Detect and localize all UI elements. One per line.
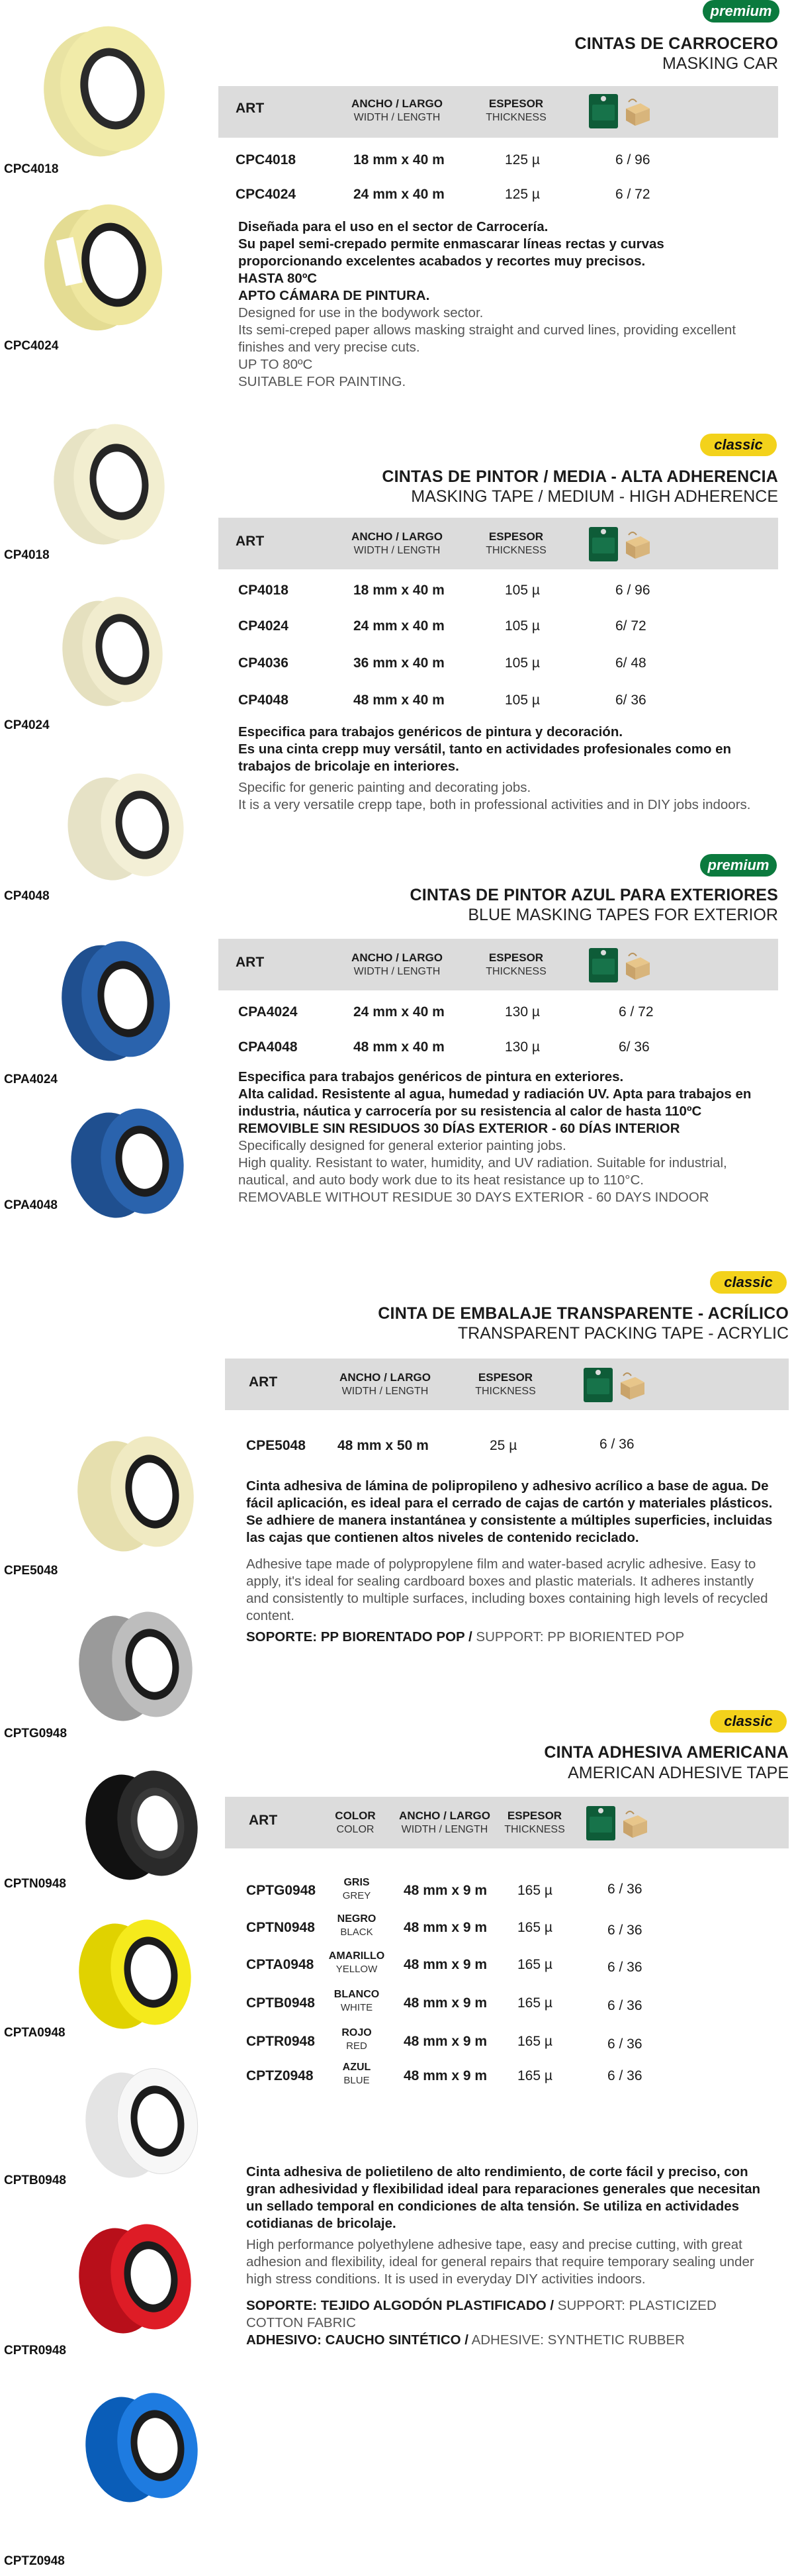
tape-roll-cpe5048 — [66, 1427, 198, 1566]
description: Cinta adhesiva de polietileno de alto rendimiento, de corte fácil y preciso, con gran adhesividad y flexibilidad ideal para reparaciones generales que necesitan un sellado temporal en condiciones de alta tensión. Se utiliza en actividades cotidianas de bricolaje. High performance polyethylene adhesive tape, easy and precise cutting, with great adhesion and flexibility, ideal for general repairs that require temporary sealing under high stress conditions. It is used in everyday DIY activities indoors. SOPORTE: TEJIDO ALGODÓN PLASTIFICADO / SUPPORT: PLASTICIZED COTTON FABRIC ADHESIVO: CAUCHO SINTÉTICO / ADHESIVE: SYNTHETIC RUBBER — [246, 2164, 761, 2348]
row-pack: 6/ 48 — [615, 655, 646, 671]
row-pack: 6 / 36 — [607, 1882, 642, 1897]
col-size: ANCHO / LARGO WIDTH / LENGTH — [351, 951, 443, 977]
row-art: CPC4018 — [236, 152, 296, 167]
packaging-icon — [589, 524, 655, 564]
description: Diseñada para el uso en el sector de Carrocería. Su papel semi-crepado permite enmascarar líneas rectas y curvas proporcionando excelentes acabados y recortes muy precisos. HASTA 80ºC APTO CÁMARA DE PINTURA. Designed for use in the bodywork sector. Its semi-creped paper allows masking straight and curved lines, providing excellent finishes and very precise cuts. UP TO 80ºC SUITABLE FOR PAINTING. — [238, 219, 736, 389]
packaging-icon — [589, 945, 655, 985]
row-pack: 6 / 36 — [607, 1923, 642, 1938]
section-subtitle: MASKING CAR — [662, 54, 778, 73]
row-size: 18 mm x 40 m — [353, 583, 445, 598]
label-cptr0948: CPTR0948 — [4, 2344, 66, 2358]
section-subtitle: BLUE MASKING TAPES FOR EXTERIOR — [468, 906, 778, 924]
label-cptz0948: CPTZ0948 — [4, 2554, 65, 2568]
table-header — [218, 939, 778, 990]
section-subtitle: AMERICAN ADHESIVE TAPE — [568, 1764, 789, 1782]
row-thickness: 130 µ — [505, 1039, 540, 1055]
col-art: ART — [236, 101, 265, 116]
section-title: CINTAS DE CARROCERO — [574, 34, 778, 53]
col-color: COLOR COLOR — [335, 1809, 376, 1835]
label-cp4018: CP4018 — [4, 548, 50, 562]
packaging-icon — [589, 91, 655, 131]
label-cptn0948: CPTN0948 — [4, 1877, 66, 1891]
tape-roll-cpta0948 — [66, 1910, 198, 2042]
label-cpa4048: CPA4048 — [4, 1198, 58, 1212]
row-pack: 6/ 36 — [619, 1039, 650, 1055]
row-thickness: 130 µ — [505, 1004, 540, 1020]
row-pack: 6 / 72 — [619, 1004, 654, 1020]
row-thickness: 165 µ — [517, 1957, 552, 1972]
row-pack: 6/ 36 — [615, 692, 646, 708]
row-thickness: 165 µ — [517, 1883, 552, 1898]
col-thickness: ESPESOR THICKNESS — [504, 1809, 565, 1835]
tape-roll-cpc4018 — [20, 15, 185, 160]
col-thickness: ESPESOR THICKNESS — [486, 951, 547, 977]
row-color: AZUL BLUE — [342, 2062, 371, 2086]
row-color: AMARILLO YELLOW — [328, 1950, 385, 1975]
row-art: CP4048 — [238, 692, 288, 708]
row-size: 24 mm x 40 m — [353, 1004, 445, 1020]
row-art: CP4018 — [238, 583, 288, 598]
row-size: 48 mm x 9 m — [404, 1957, 488, 1972]
label-cpta0948: CPTA0948 — [4, 2026, 66, 2040]
tape-roll-cptr0948 — [66, 2215, 198, 2347]
row-size: 48 mm x 40 m — [353, 692, 445, 708]
row-size: 48 mm x 9 m — [404, 1883, 488, 1898]
row-pack: 6 / 96 — [615, 583, 650, 598]
col-size: ANCHO / LARGO WIDTH / LENGTH — [351, 530, 443, 556]
row-pack: 6 / 96 — [615, 152, 650, 167]
row-size: 48 mm x 9 m — [404, 1920, 488, 1935]
packaging-icon — [584, 1365, 650, 1405]
row-thickness: 105 µ — [505, 655, 540, 671]
row-size: 48 mm x 40 m — [353, 1039, 445, 1055]
col-size: ANCHO / LARGO WIDTH / LENGTH — [399, 1809, 490, 1835]
col-art: ART — [249, 1813, 278, 1828]
tape-roll-cp4018 — [26, 417, 185, 549]
section-title: CINTA DE EMBALAJE TRANSPARENTE - ACRÍLICO — [378, 1304, 789, 1323]
row-size: 48 mm x 9 m — [404, 1995, 488, 2011]
label-cp4024: CP4024 — [4, 718, 50, 732]
row-art: CPTA0948 — [246, 1957, 314, 1972]
section-subtitle: MASKING TAPE / MEDIUM - HIGH ADHERENCE — [411, 487, 778, 506]
tape-roll-cp4048 — [53, 768, 192, 887]
row-pack: 6 / 36 — [607, 2036, 642, 2052]
row-art: CPA4024 — [238, 1004, 298, 1020]
col-size: ANCHO / LARGO WIDTH / LENGTH — [351, 97, 443, 123]
section-title: CINTAS DE PINTOR AZUL PARA EXTERIORES — [410, 886, 778, 904]
tape-roll-cptn0948 — [73, 1761, 205, 1893]
row-art: CPTB0948 — [246, 1995, 315, 2011]
tape-roll-cptz0948 — [73, 2377, 205, 2522]
table-header — [225, 1359, 789, 1410]
col-size: ANCHO / LARGO WIDTH / LENGTH — [339, 1371, 431, 1397]
row-thickness: 125 µ — [505, 152, 540, 167]
col-art: ART — [249, 1374, 278, 1390]
row-size: 48 mm x 9 m — [404, 2068, 488, 2083]
row-pack: 6 / 36 — [607, 2068, 642, 2083]
section-title: CINTA ADHESIVA AMERICANA — [544, 1743, 789, 1762]
tape-roll-cptb0948 — [73, 2059, 205, 2191]
row-thickness: 165 µ — [517, 1920, 552, 1935]
col-art: ART — [236, 955, 265, 970]
section-title: CINTAS DE PINTOR / MEDIA - ALTA ADHERENCIA — [382, 467, 778, 486]
row-thickness: 105 µ — [505, 583, 540, 598]
row-pack: 6 / 72 — [615, 187, 650, 202]
tape-roll-cpa4048 — [56, 1099, 189, 1231]
table-header — [218, 518, 778, 569]
row-thickness: 105 µ — [505, 692, 540, 708]
classic-badge: classic — [700, 434, 777, 456]
label-cp4048: CP4048 — [4, 889, 50, 903]
row-art: CPTZ0948 — [246, 2068, 314, 2083]
row-art: CPTG0948 — [246, 1883, 316, 1898]
row-size: 24 mm x 40 m — [353, 618, 445, 634]
row-thickness: 125 µ — [505, 187, 540, 202]
row-thickness: 165 µ — [517, 1995, 552, 2011]
tape-roll-cptg0948 — [66, 1602, 198, 1735]
classic-badge: classic — [710, 1271, 787, 1294]
label-cptb0948: CPTB0948 — [4, 2173, 66, 2187]
row-thickness: 105 µ — [505, 618, 540, 634]
row-art: CP4024 — [238, 618, 288, 634]
row-art: CPE5048 — [246, 1438, 306, 1453]
row-art: CP4036 — [238, 655, 288, 671]
tape-roll-cpa4024 — [40, 937, 185, 1069]
col-thickness: ESPESOR THICKNESS — [486, 530, 547, 556]
row-art: CPA4048 — [238, 1039, 298, 1055]
row-art: CPTR0948 — [246, 2034, 315, 2049]
row-art: CPC4024 — [236, 187, 296, 202]
row-color: BLANCO WHITE — [333, 1989, 380, 2013]
description: Cinta adhesiva de lámina de polipropileno y adhesivo acrílico a base de agua. De fácil aplicación, es ideal para el cerrado de cajas de cartón y materiales plásticos. Se adhiere de manera instantánea y consistente a múltiples superficies, incluidas las cajas que contienen altos niveles de contenido reciclado. Adhesive tape made of polypropylene film and water-based acrylic adhesive. Easy to apply, it's ideal for sealing cardboard boxes and plastic materials. It adheres instantly and consistently to multiple surfaces, including boxes containing high levels of recycled content. SOPORTE: PP BIORENTADO POP / SUPPORT: PP BIORIENTED POP — [246, 1478, 773, 1645]
col-thickness: ESPESOR THICKNESS — [486, 97, 547, 123]
packaging-icon — [586, 1803, 652, 1843]
row-color: GRIS GREY — [342, 1877, 371, 1901]
label-cpc4024: CPC4024 — [4, 339, 59, 353]
label-cpa4024: CPA4024 — [4, 1073, 58, 1086]
row-size: 18 mm x 40 m — [353, 152, 445, 167]
row-pack: 6 / 36 — [607, 1998, 642, 2013]
row-pack: 6 / 36 — [599, 1437, 635, 1452]
row-art: CPTN0948 — [246, 1920, 315, 1935]
description: Especifica para trabajos genéricos de pintura en exteriores. Alta calidad. Resistente al agua, humedad y radiación UV. Apta para trabajos en industria, náutica y carrocería por su resistencia al calor de hasta 110ºC REMOVIBLE SIN RESIDUOS 30 DÍAS EXTERIOR - 60 DÍAS INTERIOR Specifically designed for general exterior painting jobs. High quality. Resistant to water, humidity, and UV radiation. Suitable for industrial, nautical, and auto body work due to its heat resistance up to 110°C. REMOVABLE WITHOUT RESIDUE 30 DAYS EXTERIOR - 60 DAYS INDOOR — [238, 1069, 752, 1205]
label-cptg0948: CPTG0948 — [4, 1727, 67, 1741]
row-size: 36 mm x 40 m — [353, 655, 445, 671]
row-pack: 6/ 72 — [615, 618, 646, 634]
col-art: ART — [236, 534, 265, 549]
label-cpe5048: CPE5048 — [4, 1564, 58, 1578]
tape-roll-cpc4024 — [20, 192, 185, 338]
description: Especifica para trabajos genéricos de pintura y decoración. Es una cinta crepp muy versátil, tanto en actividades profesionales como en trabajos de bricolaje en interiores. Specific for generic painting and decorating jobs. It is a very versatile crepp tape, both in professional activities and in DIY jobs indoors. — [238, 724, 751, 812]
row-thickness: 165 µ — [517, 2034, 552, 2049]
premium-badge: premium — [703, 0, 779, 23]
section-subtitle: TRANSPARENT PACKING TAPE - ACRYLIC — [457, 1324, 789, 1343]
table-header — [218, 86, 778, 138]
table-header — [225, 1797, 789, 1848]
row-size: 48 mm x 50 m — [337, 1438, 429, 1453]
row-pack: 6 / 36 — [607, 1960, 642, 1975]
classic-badge: classic — [710, 1710, 787, 1733]
row-color: NEGRO BLACK — [337, 1913, 376, 1938]
row-size: 24 mm x 40 m — [353, 187, 445, 202]
row-color: ROJO RED — [341, 2027, 372, 2052]
label-cpc4018: CPC4018 — [4, 162, 59, 176]
premium-badge: premium — [700, 854, 777, 877]
row-thickness: 25 µ — [490, 1438, 517, 1453]
row-size: 48 mm x 9 m — [404, 2034, 488, 2049]
col-thickness: ESPESOR THICKNESS — [475, 1371, 536, 1397]
tape-roll-cp4024 — [40, 593, 185, 712]
row-thickness: 165 µ — [517, 2068, 552, 2083]
